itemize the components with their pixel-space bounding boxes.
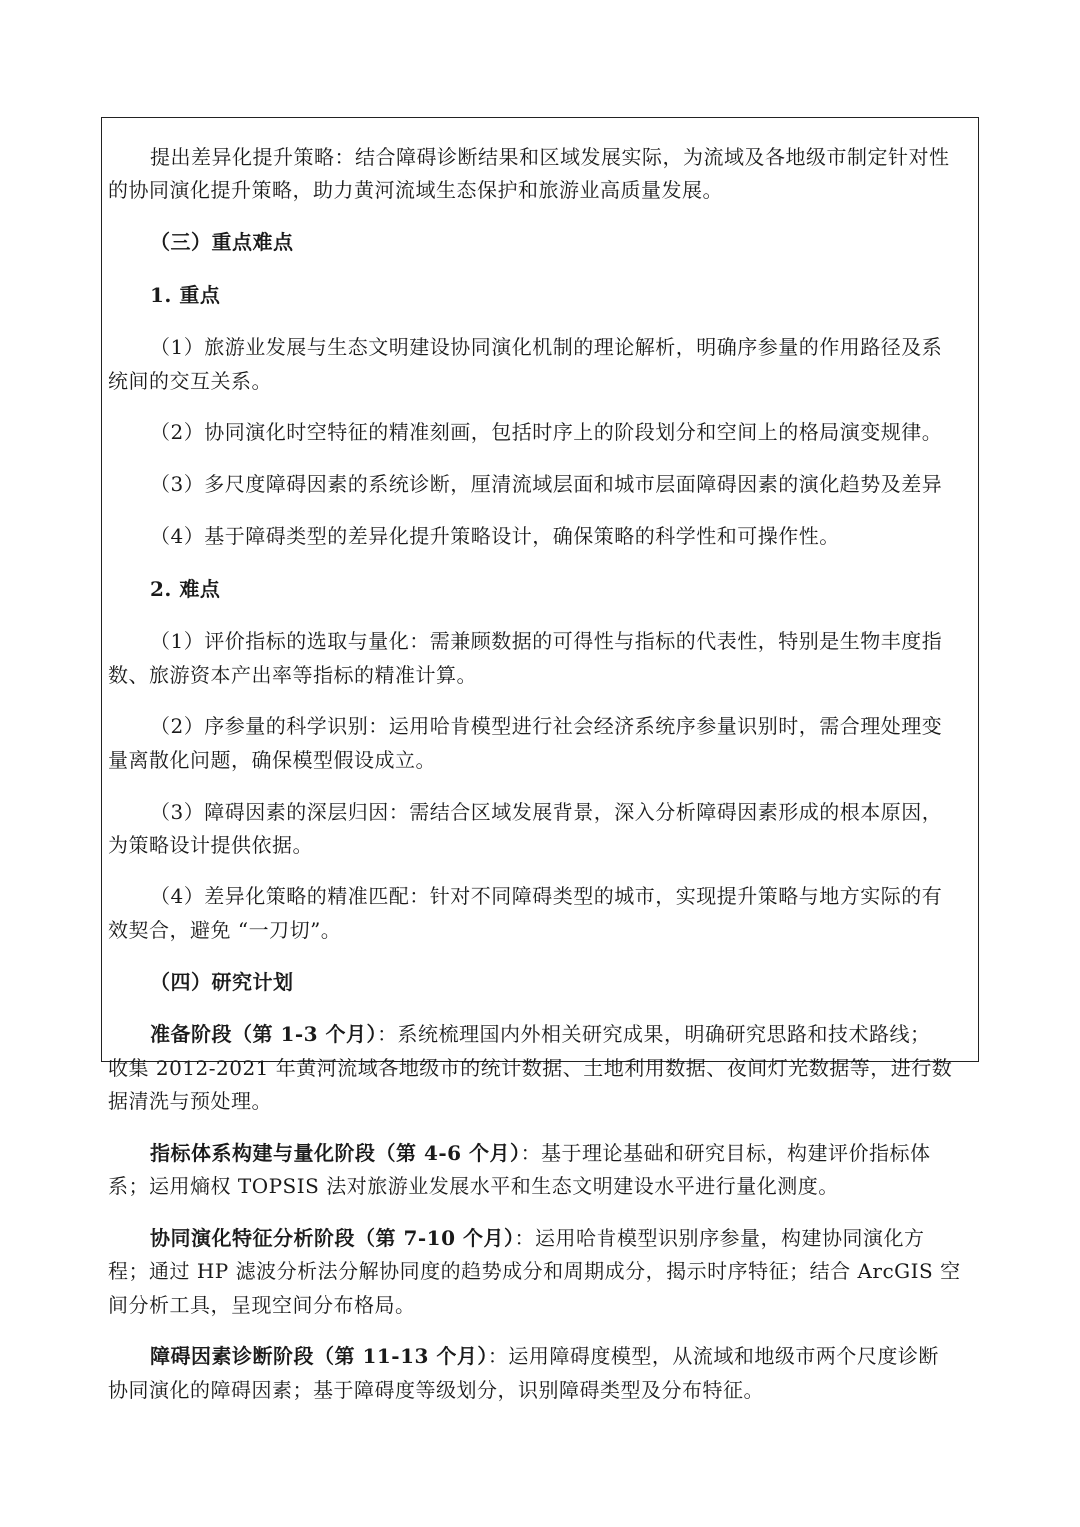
stage-4-text: ：运用障碍度模型，从流域和地级市两个尺度诊断 [487,1344,939,1368]
stage-2-line [108,1136,970,1170]
stage-1-title: 准备阶段（第 1-3 个月） [150,1022,378,1046]
difficulty-2-line: 量离散化问题，确保模型假设成立。 [108,748,436,772]
key-point-1-line: （1）旅游业发展与生态文明建设协同演化机制的理论解析，明确序参量的作用路径及系 [150,335,943,359]
key-point-4: （4）基于障碍类型的差异化提升策略设计，确保策略的科学性和可操作性。 [150,524,840,548]
difficulty-3-line: （3）障碍因素的深层归因：需结合区域发展背景，深入分析障碍因素形成的根本原因， [150,800,943,824]
stage-1-line [108,1017,970,1051]
stage-3-line: 程；通过 HP 滤波分析法分解协同度的趋势成分和周期成分，揭示时序特征；结合 ArcGIS 空 [108,1259,961,1283]
difficulty-4-line: 效契合，避免 “一刀切”。 [108,918,342,942]
section-heading-key-difficult: （三）重点难点 [150,230,294,254]
stage-4-line: 协同演化的障碍因素；基于障碍度等级划分，识别障碍类型及分布特征。 [108,1378,764,1402]
stage-1-line: 收集 2012-2021 年黄河流域各地级市的统计数据、土地利用数据、夜间灯光数据等，进行数 [108,1056,953,1080]
subheading-key-points: 1. 重点 [150,283,221,307]
difficulty-1-line: 数、旅游资本产出率等指标的精准计算。 [108,663,477,687]
strategy-paragraph-line: 提出差异化提升策略：结合障碍诊断结果和区域发展实际，为流域及各地级市制定针对性 [150,145,950,169]
strategy-paragraph-line: 的协同演化提升策略，助力黄河流域生态保护和旅游业高质量发展。 [108,178,723,202]
key-point-3: （3）多尺度障碍因素的系统诊断，厘清流域层面和城市层面障碍因素的演化趋势及差异 [150,472,943,496]
stage-1-line: 据清洗与预处理。 [108,1089,272,1113]
stage-3-line [108,1221,970,1255]
stage-3-text: ：运用哈肯模型识别序参量，构建协同演化方 [514,1226,925,1250]
stage-3-title: 协同演化特征分析阶段（第 7-10 个月） [150,1226,515,1250]
stage-2-line: 系；运用熵权 TOPSIS 法对旅游业发展水平和生态文明建设水平进行量化测度。 [108,1174,839,1198]
stage-4-title: 障碍因素诊断阶段（第 11-13 个月） [150,1344,488,1368]
stage-1-text: ：系统梳理国内外相关研究成果，明确研究思路和技术路线； [377,1022,931,1046]
stage-3-line: 间分析工具，呈现空间分布格局。 [108,1293,416,1317]
subheading-difficulties: 2. 难点 [150,577,221,601]
key-point-2: （2）协同演化时空特征的精准刻画，包括时序上的阶段划分和空间上的格局演变规律。 [150,420,943,444]
key-point-1-line: 统间的交互关系。 [108,369,272,393]
difficulty-1-line: （1）评价指标的选取与量化：需兼顾数据的可得性与指标的代表性，特别是生物丰度指 [150,629,943,653]
stage-4-line [108,1339,970,1373]
stage-2-title: 指标体系构建与量化阶段（第 4-6 个月） [150,1141,521,1165]
section-heading-research-plan: （四）研究计划 [150,970,294,994]
difficulty-4-line: （4）差异化策略的精准匹配：针对不同障碍类型的城市，实现提升策略与地方实际的有 [150,884,943,908]
difficulty-2-line: （2）序参量的科学识别：运用哈肯模型进行社会经济系统序参量识别时，需合理处理变 [150,714,943,738]
difficulty-3-line: 为策略设计提供依据。 [108,833,313,857]
stage-2-text: ：基于理论基础和研究目标，构建评价指标体 [520,1141,931,1165]
